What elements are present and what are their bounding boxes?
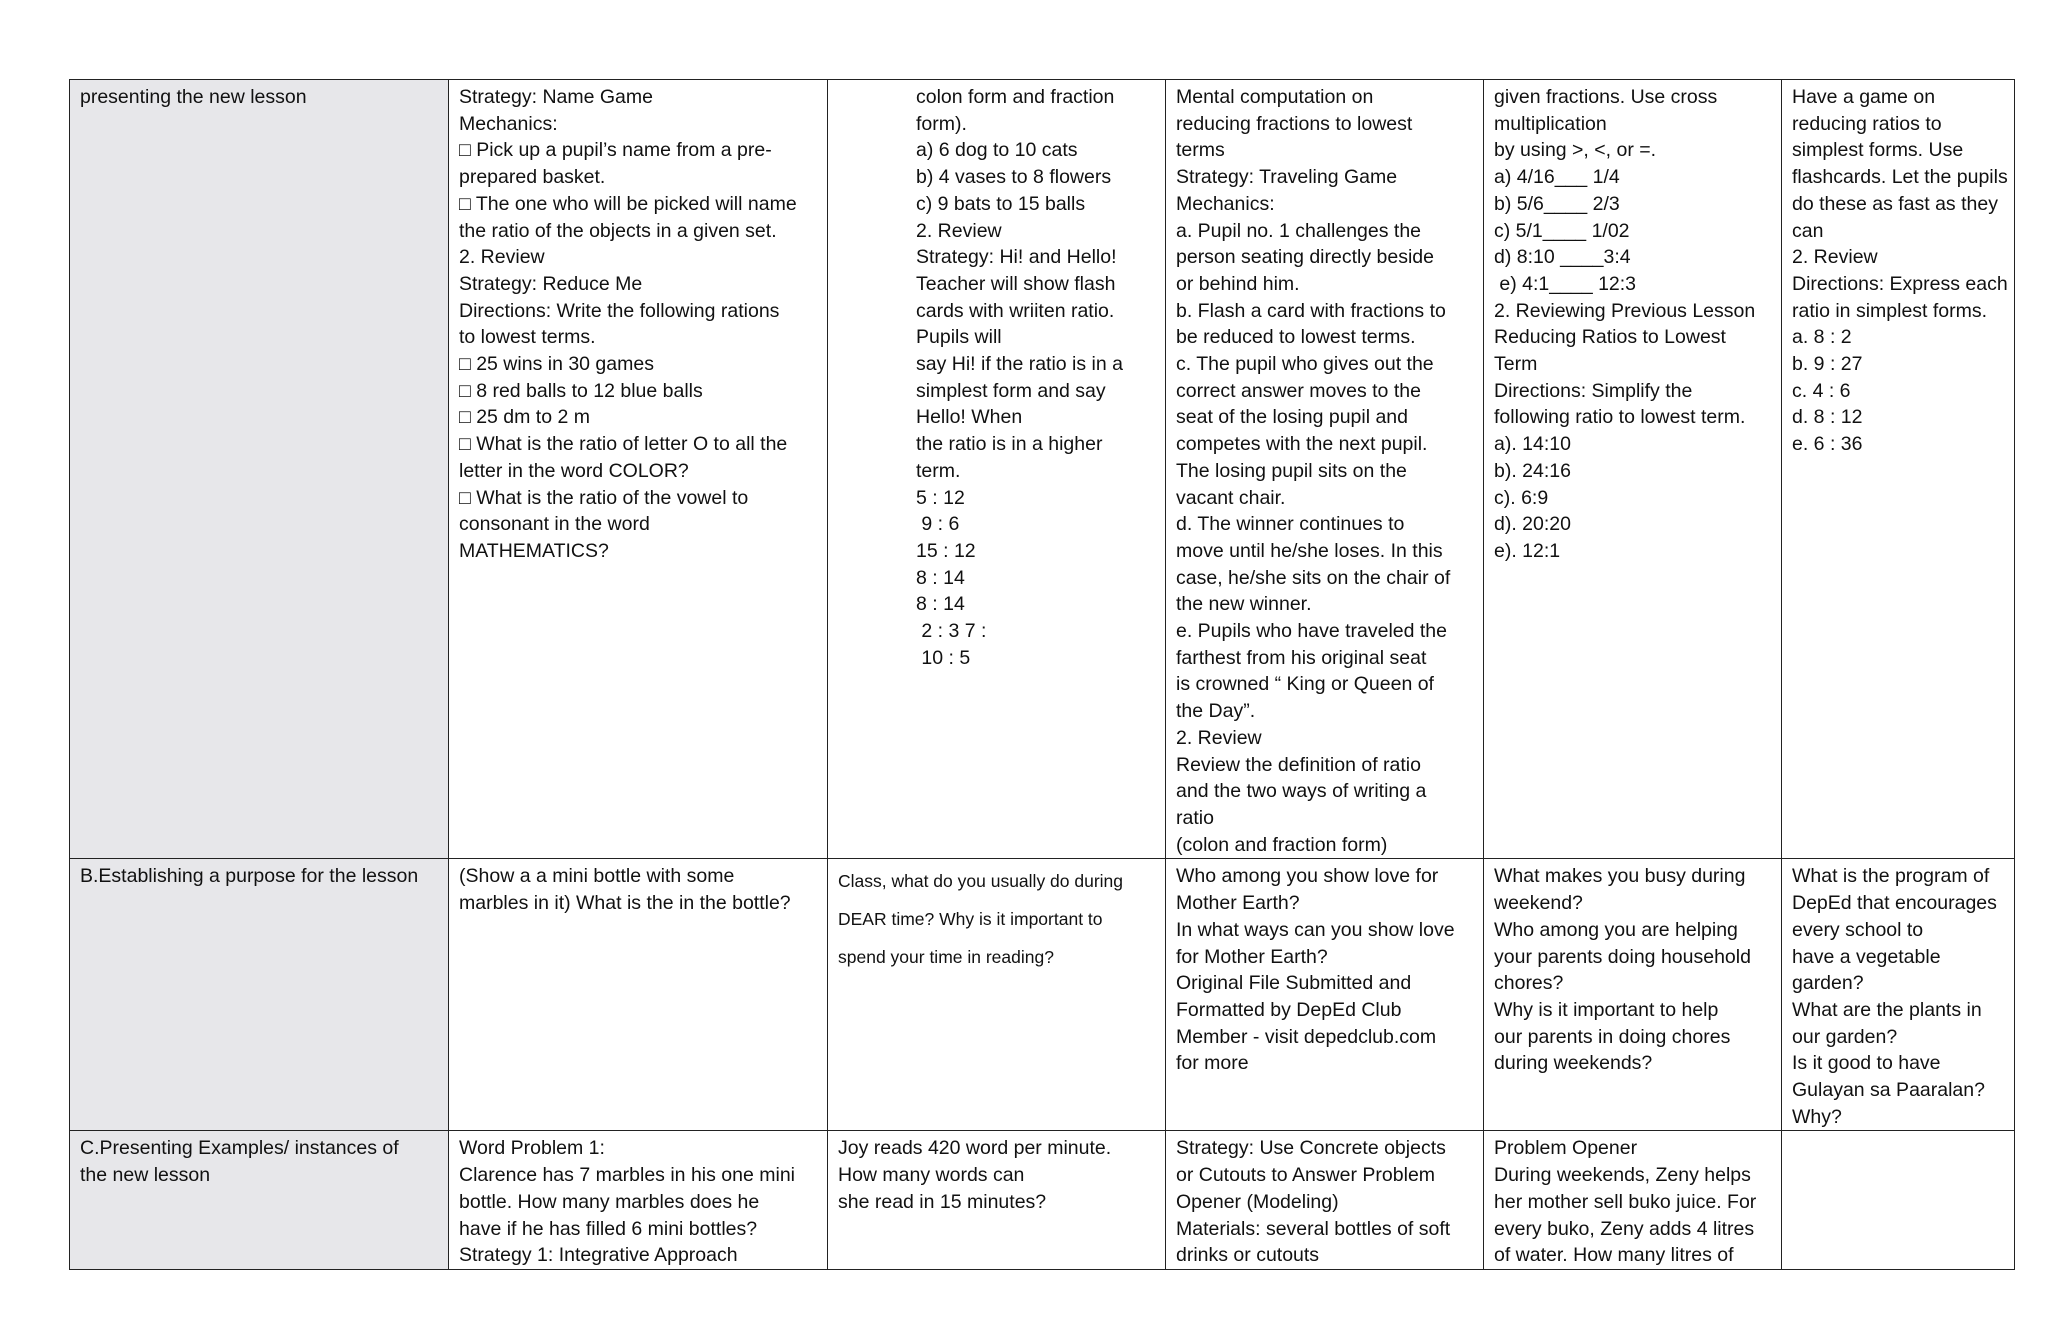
cell-text-line: be reduced to lowest terms. (1176, 326, 1416, 349)
cell-text-line: MATHEMATICS? (459, 539, 609, 562)
cell-text-line: to lowest terms. (459, 326, 596, 349)
cell-text-line: Strategy: Name Game (459, 86, 653, 108)
cell-text-line: Formatted by DepEd Club (1176, 998, 1402, 1021)
cell-text-line: Term (1494, 353, 1538, 376)
cell-text-line: simplest form and say (916, 379, 1106, 402)
cell-text-line: Original File Submitted and (1176, 972, 1412, 995)
cell-text-line: d) 8:10 ____3:4 (1494, 246, 1631, 269)
cell-text-line: Mechanics: (1176, 192, 1275, 215)
cell-text-line: 2 : 3 7 : (916, 620, 987, 643)
cell-text-line: (colon and fraction form) (1176, 833, 1388, 856)
cell-text-line: □ 8 red balls to 12 blue balls (459, 379, 703, 402)
cell-text-line: case, he/she sits on the chair of (1176, 566, 1451, 589)
cell-text-line: simplest forms. Use (1792, 139, 1964, 162)
cell-text-line: ratio (1176, 806, 1214, 829)
cell-text-line: 2. Review (1792, 246, 1878, 269)
cell-text-line: given fractions. Use cross (1494, 86, 1718, 108)
cell-text-line: □ The one who will be picked will name (459, 192, 797, 215)
cell-text-line: □ What is the ratio of letter O to all the (459, 433, 788, 456)
cell-text-line: Opener (Modeling) (1176, 1190, 1339, 1213)
cell-text-line: bottle. How many marbles does he (459, 1190, 760, 1213)
cell-text-line: spend your time in reading? (838, 946, 1054, 967)
cell-text-line: b. Flash a card with fractions to (1176, 299, 1446, 322)
cell-text-line: drinks or cutouts (1176, 1244, 1320, 1267)
cell-text-line: What is the program of (1792, 865, 1990, 888)
cell-text-line: 15 : 12 (916, 539, 976, 562)
cell-text-line: What makes you busy during (1494, 865, 1746, 888)
cell-text-line: C.Presenting Examples/ instances of (80, 1137, 399, 1160)
cell-text-line: the ratio of the objects in a given set. (459, 219, 777, 242)
cell-text-line: Materials: several bottles of soft (1176, 1217, 1451, 1240)
cell-text-line: following ratio to lowest term. (1494, 406, 1746, 429)
cell-text-line: DEAR time? Why is it important to (838, 909, 1103, 930)
cell-text-line: or Cutouts to Answer Problem (1176, 1164, 1436, 1187)
cell-text-line: the new winner. (1176, 593, 1312, 616)
cell-text-line: do these as fast as they (1792, 192, 1998, 215)
cell-text-line: c. 4 : 6 (1792, 379, 1851, 402)
table-row (70, 859, 2015, 1131)
table-cell (1166, 859, 1484, 1131)
cell-text-line: she read in 15 minutes? (838, 1190, 1047, 1213)
cell-text-line: form). (916, 112, 967, 135)
cell-text-line: c. The pupil who gives out the (1176, 353, 1434, 376)
cell-text-line: Teacher will show flash (916, 272, 1116, 295)
table-cell (1782, 80, 2015, 859)
cell-text-line: a). 14:10 (1494, 433, 1571, 456)
cell-text-line: DepEd that encourages (1792, 892, 1997, 915)
cell-text-line: 5 : 12 (916, 486, 965, 509)
cell-text-line: presenting the new lesson (80, 86, 307, 108)
cell-text-line: During weekends, Zeny helps (1494, 1164, 1751, 1187)
table-cell (1484, 1131, 1782, 1270)
row-label-cell (70, 80, 449, 859)
cell-text-line: Clarence has 7 marbles in his one mini (459, 1164, 795, 1187)
cell-text-line: Mental computation on (1176, 86, 1374, 108)
cell-text-line: can (1792, 219, 1824, 242)
cell-text-line: for more (1176, 1052, 1249, 1075)
cell-text-line: Gulayan sa Paaralan? (1792, 1079, 1985, 1102)
cell-text-line: Mother Earth? (1176, 892, 1300, 915)
cell-text-line: 2. Review (1176, 726, 1262, 749)
cell-text-line: c) 9 bats to 15 balls (916, 192, 1086, 215)
cell-text-line: c) 5/1____ 1/02 (1494, 219, 1630, 242)
cell-text-line: 2. Review (916, 219, 1002, 242)
cell-text-line: every school to (1792, 918, 1924, 941)
table-cell (1166, 1131, 1484, 1270)
table-cell (828, 80, 1166, 859)
cell-text-line: Strategy: Reduce Me (459, 272, 643, 295)
cell-text-line: a) 6 dog to 10 cats (916, 139, 1078, 162)
cell-text-line: vacant chair. (1176, 486, 1286, 509)
cell-text-line: the new lesson (80, 1164, 211, 1187)
cell-text-line: □ Pick up a pupil’s name from a pre- (459, 139, 772, 162)
row-label-cell (70, 859, 449, 1131)
cell-text-line: letter in the word COLOR? (459, 459, 689, 482)
cell-text-line: □ 25 dm to 2 m (459, 406, 590, 429)
cell-text-line: e). 12:1 (1494, 539, 1561, 562)
cell-text-line: Directions: Write the following rations (459, 299, 780, 322)
cell-text-line: d. The winner continues to (1176, 513, 1405, 536)
cell-text-line: during weekends? (1494, 1052, 1653, 1075)
cell-text-line: c). 6:9 (1494, 486, 1549, 509)
cell-text-line: ratio in simplest forms. (1792, 299, 1988, 322)
cell-text-line: a) 4/16___ 1/4 (1494, 166, 1620, 189)
cell-text-line: Strategy 1: Integrative Approach (459, 1244, 738, 1267)
table-cell (1782, 859, 2015, 1131)
cell-text-line: e. 6 : 36 (1792, 433, 1863, 456)
table-cell (1484, 859, 1782, 1131)
cell-text-line: Review the definition of ratio (1176, 753, 1421, 776)
cell-text-line: Who among you show love for (1176, 865, 1439, 888)
cell-text-line: or behind him. (1176, 272, 1300, 295)
cell-text-line: weekend? (1494, 892, 1583, 915)
cell-text-line: the ratio is in a higher (916, 433, 1103, 456)
cell-text-line: b) 5/6____ 2/3 (1494, 192, 1620, 215)
cell-text-line: Strategy: Traveling Game (1176, 166, 1398, 189)
cell-text-line: Why is it important to help (1494, 998, 1719, 1021)
cell-text-line: for Mother Earth? (1176, 945, 1328, 968)
cell-text-line: 2. Review (459, 246, 545, 269)
table-row (70, 1131, 2015, 1270)
cell-text-line: say Hi! if the ratio is in a (916, 353, 1123, 376)
cell-text-line: Why? (1792, 1105, 1842, 1128)
cell-text-line: person seating directly beside (1176, 246, 1434, 269)
cell-text-line: Member - visit depedclub.com (1176, 1025, 1437, 1048)
cell-text-line: multiplication (1494, 112, 1607, 135)
cell-text-line: Problem Opener (1494, 1137, 1638, 1160)
cell-text-line: consonant in the word (459, 513, 650, 536)
cell-text-line: cards with wriiten ratio. (916, 299, 1115, 322)
cell-text-line: b). 24:16 (1494, 459, 1571, 482)
cell-text-line: move until he/she loses. In this (1176, 539, 1443, 562)
cell-text-line: Reducing Ratios to Lowest (1494, 326, 1726, 349)
cell-text-line: terms (1176, 139, 1225, 162)
cell-text-line: chores? (1494, 972, 1564, 995)
cell-text-line: Is it good to have (1792, 1052, 1941, 1075)
table-cell (1782, 1131, 2015, 1270)
cell-text-line: □ 25 wins in 30 games (459, 353, 654, 376)
cell-text-line: garden? (1792, 972, 1864, 995)
cell-text-line: have a vegetable (1792, 945, 1941, 968)
cell-text-line: 8 : 14 (916, 593, 965, 616)
cell-text-line: e) 4:1____ 12:3 (1494, 272, 1637, 295)
cell-text-line: prepared basket. (459, 166, 606, 189)
cell-text-line: reducing fractions to lowest (1176, 112, 1413, 135)
cell-text-line: Pupils will (916, 326, 1002, 349)
cell-text-line: Joy reads 420 word per minute. (838, 1137, 1112, 1160)
cell-text-line: In what ways can you show love (1176, 918, 1455, 941)
table-cell (828, 1131, 1166, 1270)
cell-text-line: What are the plants in (1792, 998, 1982, 1021)
cell-text-line: d). 20:20 (1494, 513, 1571, 536)
cell-text-line: her mother sell buko juice. For (1494, 1190, 1757, 1213)
cell-text-line: a. 8 : 2 (1792, 326, 1852, 349)
cell-text-line: Class, what do you usually do during (838, 871, 1124, 892)
cell-text-line: by using >, <, or =. (1494, 139, 1657, 162)
cell-text-line: How many words can (838, 1164, 1025, 1187)
cell-text-line: our parents in doing chores (1494, 1025, 1731, 1048)
table-cell (1484, 80, 1782, 859)
cell-text-line: d. 8 : 12 (1792, 406, 1863, 429)
cell-text-line: □ What is the ratio of the vowel to (459, 486, 749, 509)
cell-text-line: e. Pupils who have traveled the (1176, 620, 1448, 643)
cell-text-line: marbles in it) What is the in the bottle? (459, 892, 791, 915)
cell-text-line: correct answer moves to the (1176, 379, 1421, 402)
cell-text-line: colon form and fraction (916, 86, 1115, 108)
cell-text-line: have if he has filled 6 mini bottles? (459, 1217, 758, 1240)
cell-text-line: reducing ratios to (1792, 112, 1942, 135)
cell-text-line: Directions: Simplify the (1494, 379, 1693, 402)
table-row (70, 80, 2015, 859)
cell-text-line: 8 : 14 (916, 566, 965, 589)
cell-text-line: term. (916, 459, 961, 482)
cell-text-line: and the two ways of writing a (1176, 780, 1427, 803)
cell-text-line: your parents doing household (1494, 945, 1751, 968)
cell-text-line: Have a game on (1792, 86, 1936, 108)
cell-text-line: our garden? (1792, 1025, 1898, 1048)
cell-text-line: 9 : 6 (916, 513, 960, 536)
cell-text-line: Mechanics: (459, 112, 558, 135)
cell-text-line: Who among you are helping (1494, 918, 1738, 941)
table-cell (449, 1131, 828, 1270)
cell-text-line: the Day”. (1176, 700, 1256, 723)
cell-text-line: is crowned “ King or Queen of (1176, 673, 1434, 696)
cell-text-line: every buko, Zeny adds 4 litres (1494, 1217, 1755, 1240)
cell-text-line: b. 9 : 27 (1792, 353, 1863, 376)
cell-text-line: The losing pupil sits on the (1176, 459, 1407, 482)
cell-text-line: a. Pupil no. 1 challenges the (1176, 219, 1422, 242)
table-cell (828, 859, 1166, 1131)
cell-text-line: seat of the losing pupil and (1176, 406, 1409, 429)
cell-text-line: farthest from his original seat (1176, 646, 1427, 669)
cell-text-line: Strategy: Use Concrete objects (1176, 1137, 1446, 1160)
cell-text-line: B.Establishing a purpose for the lesson (80, 865, 419, 888)
cell-text-line: Hello! When (916, 406, 1023, 429)
table-cell (449, 859, 828, 1131)
cell-text-line: (Show a a mini bottle with some (459, 865, 735, 888)
cell-text-line: Word Problem 1: (459, 1137, 605, 1160)
cell-text-line: Strategy: Hi! and Hello! (916, 246, 1117, 269)
table-cell (1166, 80, 1484, 859)
cell-text-line: competes with the next pupil. (1176, 433, 1428, 456)
row-label-cell (70, 1131, 449, 1270)
lesson-plan-table (69, 79, 2015, 1270)
cell-text-line: of water. How many litres of (1494, 1244, 1734, 1267)
cell-text-line: b) 4 vases to 8 flowers (916, 166, 1112, 189)
cell-text-line: 10 : 5 (916, 646, 971, 669)
cell-text-line: 2. Reviewing Previous Lesson (1494, 299, 1756, 322)
cell-text-line: Directions: Express each (1792, 272, 2008, 295)
cell-text-line: flashcards. Let the pupils (1792, 166, 2008, 189)
table-cell (449, 80, 828, 859)
